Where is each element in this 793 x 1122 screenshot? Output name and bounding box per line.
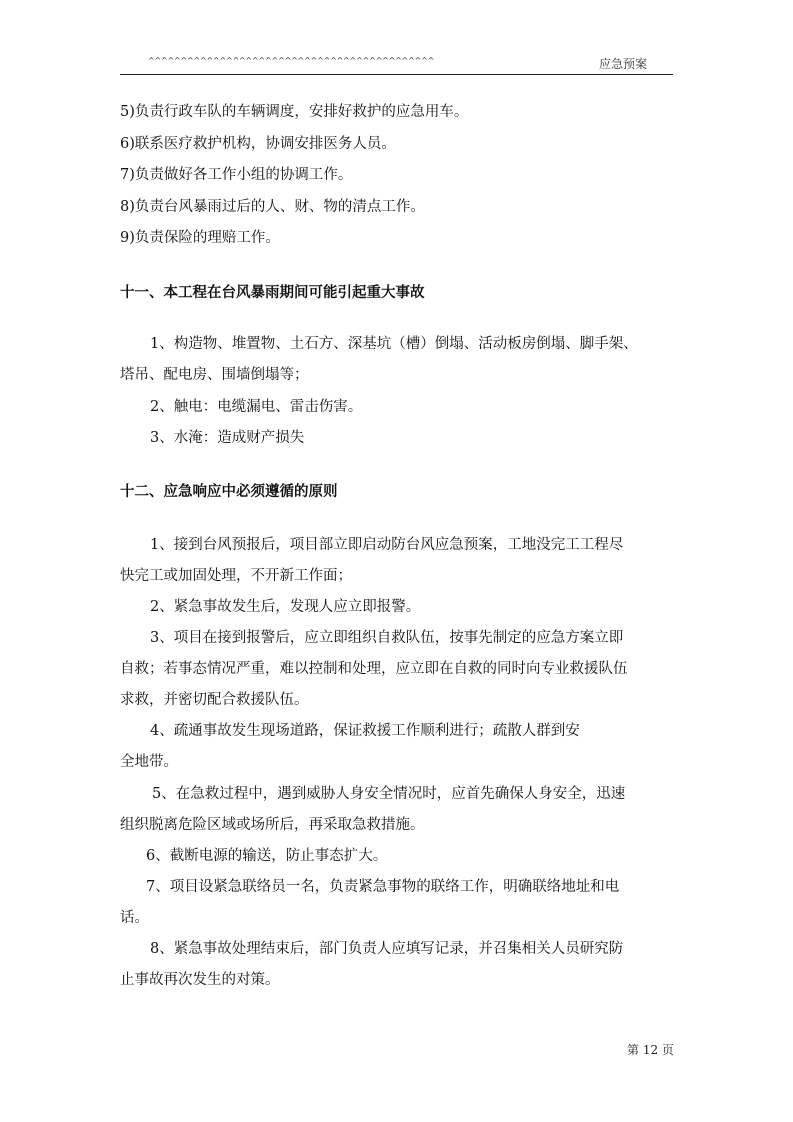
paragraph-line: 6、截断电源的输送，防止事态扩大。 [146,848,388,864]
paragraph-line: 止事故再次发生的对策。 [120,972,280,988]
paragraph-line: 8、紧急事故处理结束后，部门负责人应填写记录，并召集相关人员研究防 [150,941,624,957]
section-heading: 十二、应急响应中必须遵循的原则 [120,484,338,500]
list-item: 5)负责行政车队的车辆调度，安排好救护的应急用车。 [120,104,469,120]
list-item: 8)负责台风暴雨过后的人、财、物的清点工作。 [120,199,425,215]
paragraph-line: 3、水淹：造成财产损失 [150,430,305,446]
paragraph-line: 2、紧急事故发生后，发现人应立即报警。 [150,599,421,615]
paragraph-line: 自救；若事态情况严重，难以控制和处理，应立即在自救的同时向专业救援队伍 [120,661,628,677]
header-title: 应急预案 [598,57,647,71]
paragraph-line: 话。 [120,910,149,926]
page-header [120,54,673,75]
section-heading: 十一、本工程在台风暴雨期间可能引起重大事故 [120,285,425,301]
paragraph-line: 3、项目在接到报警后，应立即组织自救队伍，按事先制定的应急方案立即 [150,630,624,646]
header-decoration: ^^^^^^^^^^^^^^^^^^^^^^^^^^^^^^^^^^^^^^^^^^^^ [148,56,435,65]
page-number: 第 12 页 [627,1043,674,1057]
list-item: 6)联系医疗救护机构，协调安排医务人员。 [120,136,396,152]
paragraph-line: 快完工或加固处理，不开新工作面； [120,568,352,584]
paragraph-line: 2、触电：电缆漏电、雷击伤害。 [150,399,363,415]
paragraph-line: 塔吊、配电房、围墙倒塌等； [120,367,309,383]
list-item: 9)负责保险的理赔工作。 [120,230,280,246]
paragraph-line: 组织脱离危险区域或场所后，再采取急救措施。 [120,817,425,833]
paragraph-line: 全地带。 [120,754,178,770]
list-item: 7)负责做好各工作小组的协调工作。 [120,167,353,183]
paragraph-line: 求救，并密切配合救援队伍。 [120,692,309,708]
paragraph-line: 7、项目设紧急联络员一名，负责紧急事物的联络工作，明确联络地址和电 [146,879,620,895]
paragraph-line: 1、接到台风预报后，项目部立即启动防台风应急预案，工地没完工工程尽 [150,537,624,553]
paragraph-line: 5、在急救过程中，遇到威胁人身安全情况时，应首先确保人身安全，迅速 [152,786,626,802]
paragraph-line: 1、构造物、堆置物、土石方、深基坑（槽）倒塌、活动板房倒塌、脚手架、 [150,336,638,352]
paragraph-line: 4、疏通事故发生现场道路，保证救援工作顺利进行；疏散人群到安 [150,723,580,739]
